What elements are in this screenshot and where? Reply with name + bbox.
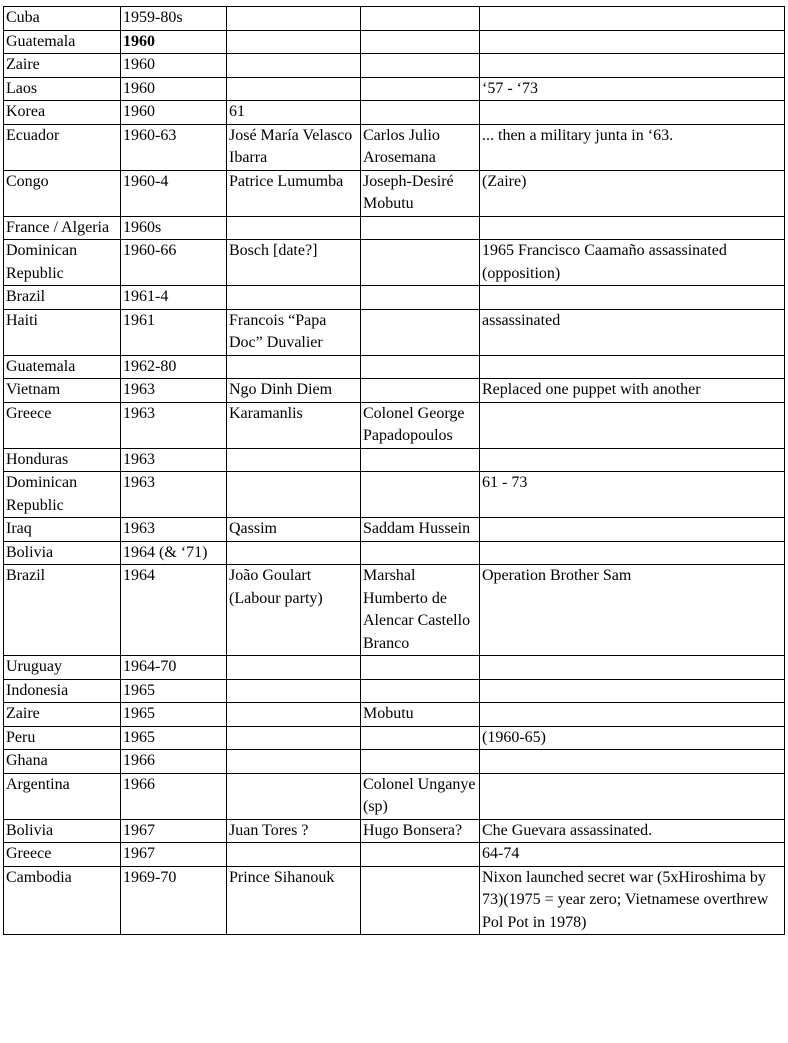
country-cell: Vietnam (4, 379, 121, 403)
table-row (4, 7, 785, 31)
table-row (4, 843, 785, 867)
country-cell: Zaire (4, 54, 121, 78)
installed-leader-cell (361, 726, 480, 750)
year-cell: 1960s (121, 216, 227, 240)
installed-leader-cell: Carlos Julio Arosemana (361, 124, 480, 170)
year-cell: 1960 (121, 101, 227, 125)
table-row (4, 656, 785, 680)
country-cell: Brazil (4, 565, 121, 656)
ousted-leader-cell: José María Velasco Ibarra (227, 124, 361, 170)
ousted-leader-cell: Karamanlis (227, 402, 361, 448)
country-cell: Cuba (4, 7, 121, 31)
ousted-leader-cell (227, 726, 361, 750)
year-cell: 1967 (121, 843, 227, 867)
year-cell: 1960-66 (121, 240, 227, 286)
installed-leader-cell (361, 7, 480, 31)
table-row (4, 240, 785, 286)
year-cell: 1960 (121, 30, 227, 54)
installed-leader-cell (361, 309, 480, 355)
year-cell: 1964 (121, 565, 227, 656)
installed-leader-cell (361, 216, 480, 240)
country-cell: Honduras (4, 448, 121, 472)
country-cell: Dominican Republic (4, 472, 121, 518)
country-cell: Peru (4, 726, 121, 750)
table-row (4, 124, 785, 170)
notes-cell: (Zaire) (480, 170, 785, 216)
installed-leader-cell: Colonel Unganye (sp) (361, 773, 480, 819)
notes-cell (480, 54, 785, 78)
table-row (4, 402, 785, 448)
ousted-leader-cell (227, 679, 361, 703)
table-row (4, 101, 785, 125)
table-row (4, 565, 785, 656)
notes-cell (480, 286, 785, 310)
ousted-leader-cell: 61 (227, 101, 361, 125)
notes-cell: ... then a military junta in ‘63. (480, 124, 785, 170)
ousted-leader-cell: João Goulart (Labour party) (227, 565, 361, 656)
notes-cell (480, 656, 785, 680)
notes-cell (480, 679, 785, 703)
installed-leader-cell (361, 101, 480, 125)
country-cell: Ghana (4, 750, 121, 774)
country-cell: Bolivia (4, 819, 121, 843)
notes-cell (480, 216, 785, 240)
notes-cell: Che Guevara assassinated. (480, 819, 785, 843)
notes-cell (480, 541, 785, 565)
ousted-leader-cell (227, 54, 361, 78)
ousted-leader-cell: Francois “Papa Doc” Duvalier (227, 309, 361, 355)
country-cell: Bolivia (4, 541, 121, 565)
ousted-leader-cell (227, 703, 361, 727)
ousted-leader-cell (227, 286, 361, 310)
year-cell: 1964-70 (121, 656, 227, 680)
notes-cell: Nixon launched secret war (5xHiroshima by 73)(1975 = year zero; Vietnamese overthrew Pol Pot in 1978) (480, 866, 785, 935)
year-cell: 1960 (121, 54, 227, 78)
year-cell: 1963 (121, 402, 227, 448)
ousted-leader-cell (227, 750, 361, 774)
installed-leader-cell (361, 679, 480, 703)
installed-leader-cell: Hugo Bonsera? (361, 819, 480, 843)
table-row (4, 448, 785, 472)
country-cell: Haiti (4, 309, 121, 355)
country-cell: Indonesia (4, 679, 121, 703)
notes-cell (480, 7, 785, 31)
year-cell: 1961-4 (121, 286, 227, 310)
country-cell: Laos (4, 77, 121, 101)
table-row (4, 286, 785, 310)
notes-cell: (1960-65) (480, 726, 785, 750)
country-cell: Iraq (4, 518, 121, 542)
year-cell: 1963 (121, 472, 227, 518)
year-cell: 1966 (121, 750, 227, 774)
year-cell: 1967 (121, 819, 227, 843)
year-cell: 1964 (& ‘71) (121, 541, 227, 565)
installed-leader-cell: Joseph-Desiré Mobutu (361, 170, 480, 216)
installed-leader-cell (361, 240, 480, 286)
table-row (4, 541, 785, 565)
country-cell: Argentina (4, 773, 121, 819)
installed-leader-cell: Colonel George Papadopoulos (361, 402, 480, 448)
country-cell: Guatemala (4, 355, 121, 379)
notes-cell (480, 448, 785, 472)
installed-leader-cell (361, 448, 480, 472)
ousted-leader-cell (227, 30, 361, 54)
notes-cell: Operation Brother Sam (480, 565, 785, 656)
notes-cell: ‘57 - ‘73 (480, 77, 785, 101)
table-row (4, 750, 785, 774)
installed-leader-cell (361, 541, 480, 565)
installed-leader-cell (361, 656, 480, 680)
table-body (4, 7, 785, 935)
installed-leader-cell (361, 54, 480, 78)
notes-cell (480, 773, 785, 819)
ousted-leader-cell (227, 541, 361, 565)
table-row (4, 77, 785, 101)
notes-cell (480, 101, 785, 125)
country-cell: Guatemala (4, 30, 121, 54)
year-cell: 1965 (121, 703, 227, 727)
notes-cell (480, 355, 785, 379)
installed-leader-cell: Marshal Humberto de Alencar Castello Branco (361, 565, 480, 656)
ousted-leader-cell (227, 77, 361, 101)
year-cell: 1966 (121, 773, 227, 819)
year-cell: 1960-63 (121, 124, 227, 170)
ousted-leader-cell: Juan Tores ? (227, 819, 361, 843)
country-cell: Greece (4, 843, 121, 867)
table-row (4, 54, 785, 78)
table-row (4, 170, 785, 216)
notes-cell (480, 703, 785, 727)
year-cell: 1962-80 (121, 355, 227, 379)
country-cell: Uruguay (4, 656, 121, 680)
year-cell: 1965 (121, 679, 227, 703)
year-cell: 1959-80s (121, 7, 227, 31)
installed-leader-cell: Mobutu (361, 703, 480, 727)
installed-leader-cell (361, 472, 480, 518)
notes-cell: 1965 Francisco Caamaño assassinated (opposition) (480, 240, 785, 286)
ousted-leader-cell: Ngo Dinh Diem (227, 379, 361, 403)
ousted-leader-cell (227, 773, 361, 819)
ousted-leader-cell (227, 843, 361, 867)
year-cell: 1960-4 (121, 170, 227, 216)
table-row (4, 216, 785, 240)
table-row (4, 866, 785, 935)
country-cell: Ecuador (4, 124, 121, 170)
notes-cell: 64-74 (480, 843, 785, 867)
country-cell: Cambodia (4, 866, 121, 935)
installed-leader-cell (361, 750, 480, 774)
installed-leader-cell (361, 379, 480, 403)
ousted-leader-cell (227, 472, 361, 518)
ousted-leader-cell: Patrice Lumumba (227, 170, 361, 216)
year-cell: 1963 (121, 448, 227, 472)
table-row (4, 30, 785, 54)
installed-leader-cell (361, 866, 480, 935)
country-cell: France / Algeria (4, 216, 121, 240)
notes-cell: Replaced one puppet with another (480, 379, 785, 403)
country-cell: Congo (4, 170, 121, 216)
installed-leader-cell (361, 843, 480, 867)
ousted-leader-cell: Prince Sihanouk (227, 866, 361, 935)
installed-leader-cell (361, 77, 480, 101)
table-row (4, 773, 785, 819)
country-cell: Brazil (4, 286, 121, 310)
notes-cell (480, 30, 785, 54)
installed-leader-cell (361, 286, 480, 310)
table-row (4, 355, 785, 379)
country-cell: Korea (4, 101, 121, 125)
installed-leader-cell (361, 355, 480, 379)
country-cell: Dominican Republic (4, 240, 121, 286)
table-row (4, 819, 785, 843)
table-row (4, 309, 785, 355)
year-cell: 1969-70 (121, 866, 227, 935)
year-cell: 1960 (121, 77, 227, 101)
notes-cell (480, 518, 785, 542)
year-cell: 1965 (121, 726, 227, 750)
notes-cell: 61 - 73 (480, 472, 785, 518)
table-row (4, 472, 785, 518)
ousted-leader-cell (227, 448, 361, 472)
ousted-leader-cell (227, 216, 361, 240)
ousted-leader-cell: Bosch [date?] (227, 240, 361, 286)
notes-cell: assassinated (480, 309, 785, 355)
table-row (4, 703, 785, 727)
notes-cell (480, 402, 785, 448)
notes-cell (480, 750, 785, 774)
year-cell: 1963 (121, 379, 227, 403)
ousted-leader-cell: Qassim (227, 518, 361, 542)
table-row (4, 679, 785, 703)
installed-leader-cell: Saddam Hussein (361, 518, 480, 542)
ousted-leader-cell (227, 7, 361, 31)
ousted-leader-cell (227, 656, 361, 680)
table-row (4, 379, 785, 403)
country-cell: Greece (4, 402, 121, 448)
country-cell: Zaire (4, 703, 121, 727)
ousted-leader-cell (227, 355, 361, 379)
coups-table (3, 6, 785, 935)
table-row (4, 518, 785, 542)
year-cell: 1963 (121, 518, 227, 542)
installed-leader-cell (361, 30, 480, 54)
table-row (4, 726, 785, 750)
year-cell: 1961 (121, 309, 227, 355)
